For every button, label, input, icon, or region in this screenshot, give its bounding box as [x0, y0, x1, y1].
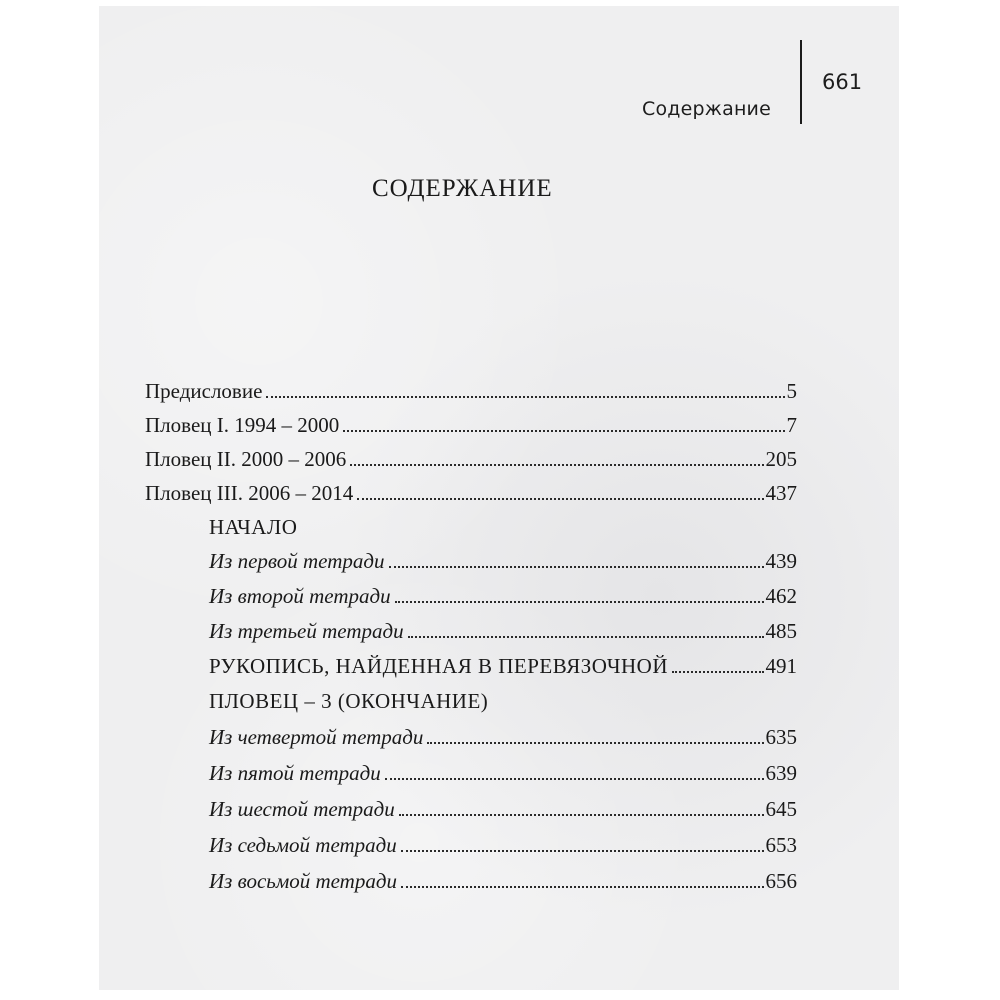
toc-entry-label: Предисловие: [145, 379, 263, 403]
toc-entry-notebook-2: [209, 573, 797, 609]
toc-entry-label: Из четвертой тетради: [209, 725, 424, 749]
toc-entry-page: 635: [765, 725, 797, 749]
toc-entry-notebook-5: [209, 750, 797, 786]
toc-entry-label: Из первой тетради: [209, 549, 385, 573]
page-number: 661: [822, 70, 863, 94]
dot-leader: [399, 814, 764, 816]
toc-entry-page: 205: [765, 447, 797, 471]
toc-entry-notebook-8: [209, 858, 797, 894]
toc-entry-swimmer-3: [145, 470, 797, 506]
toc-entry-notebook-4: [209, 714, 797, 750]
toc-entry-notebook-7: [209, 822, 797, 858]
toc-entry-page: 645: [765, 797, 797, 821]
toc-entry-label: Из седьмой тетради: [209, 833, 397, 857]
dot-leader: [266, 396, 784, 398]
toc-entry-label: Из второй тетради: [209, 584, 391, 608]
dot-leader: [389, 566, 764, 568]
toc-entry-label: Из шестой тетради: [209, 797, 395, 821]
toc-entry-notebook-1: [209, 538, 797, 574]
toc-title: СОДЕРЖАНИЕ: [372, 175, 553, 202]
toc-entry-label: Из пятой тетради: [209, 761, 381, 785]
dot-leader: [357, 498, 763, 500]
toc-section-swimmer-3-ending: [209, 678, 797, 714]
toc-entry-label: Пловец II. 2000 – 2006: [145, 447, 347, 471]
toc-section-label: НАЧАЛО: [209, 515, 298, 539]
dot-leader: [385, 778, 764, 780]
toc-section-beginning: [209, 504, 797, 540]
toc-entry-label: Пловец III. 2006 – 2014: [145, 481, 354, 505]
toc-entry-page: 653: [765, 833, 797, 857]
toc-entry-label: Из третьей тетради: [209, 619, 404, 643]
dot-leader: [401, 886, 764, 888]
toc-entry-page: 491: [765, 654, 797, 678]
toc-section-label: ПЛОВЕЦ – 3 (ОКОНЧАНИЕ): [209, 689, 489, 713]
dot-leader: [408, 636, 764, 638]
running-head-title: Содержание: [642, 98, 771, 120]
toc-entry-page: 439: [765, 549, 797, 573]
toc-entry-page: 437: [765, 481, 797, 505]
toc-entry-manuscript: [209, 643, 797, 679]
toc-entry-swimmer-1: [145, 402, 797, 438]
toc-entry-page: 462: [765, 584, 797, 608]
toc-entry-notebook-6: [209, 786, 797, 822]
dot-leader: [395, 601, 764, 603]
toc-entry-label: Пловец I. 1994 – 2000: [145, 413, 340, 437]
toc-entry-label: РУКОПИСЬ, НАЙДЕННАЯ В ПЕРЕВЯЗОЧНОЙ: [209, 654, 669, 678]
toc-entry-page: 5: [786, 379, 797, 403]
dot-leader: [427, 742, 763, 744]
dot-leader: [401, 850, 764, 852]
dot-leader: [672, 671, 763, 673]
toc-entry-page: 7: [786, 413, 797, 437]
toc-entry-preface: [145, 368, 797, 404]
header-vertical-rule: [800, 40, 802, 124]
toc-entry-page: 639: [765, 761, 797, 785]
toc-entry-page: 656: [765, 869, 797, 893]
toc-entry-swimmer-2: [145, 436, 797, 472]
book-page: [99, 6, 899, 990]
dot-leader: [350, 464, 763, 466]
toc-entry-notebook-3: [209, 608, 797, 644]
dot-leader: [343, 430, 784, 432]
toc-entry-page: 485: [765, 619, 797, 643]
toc-entry-label: Из восьмой тетради: [209, 869, 397, 893]
